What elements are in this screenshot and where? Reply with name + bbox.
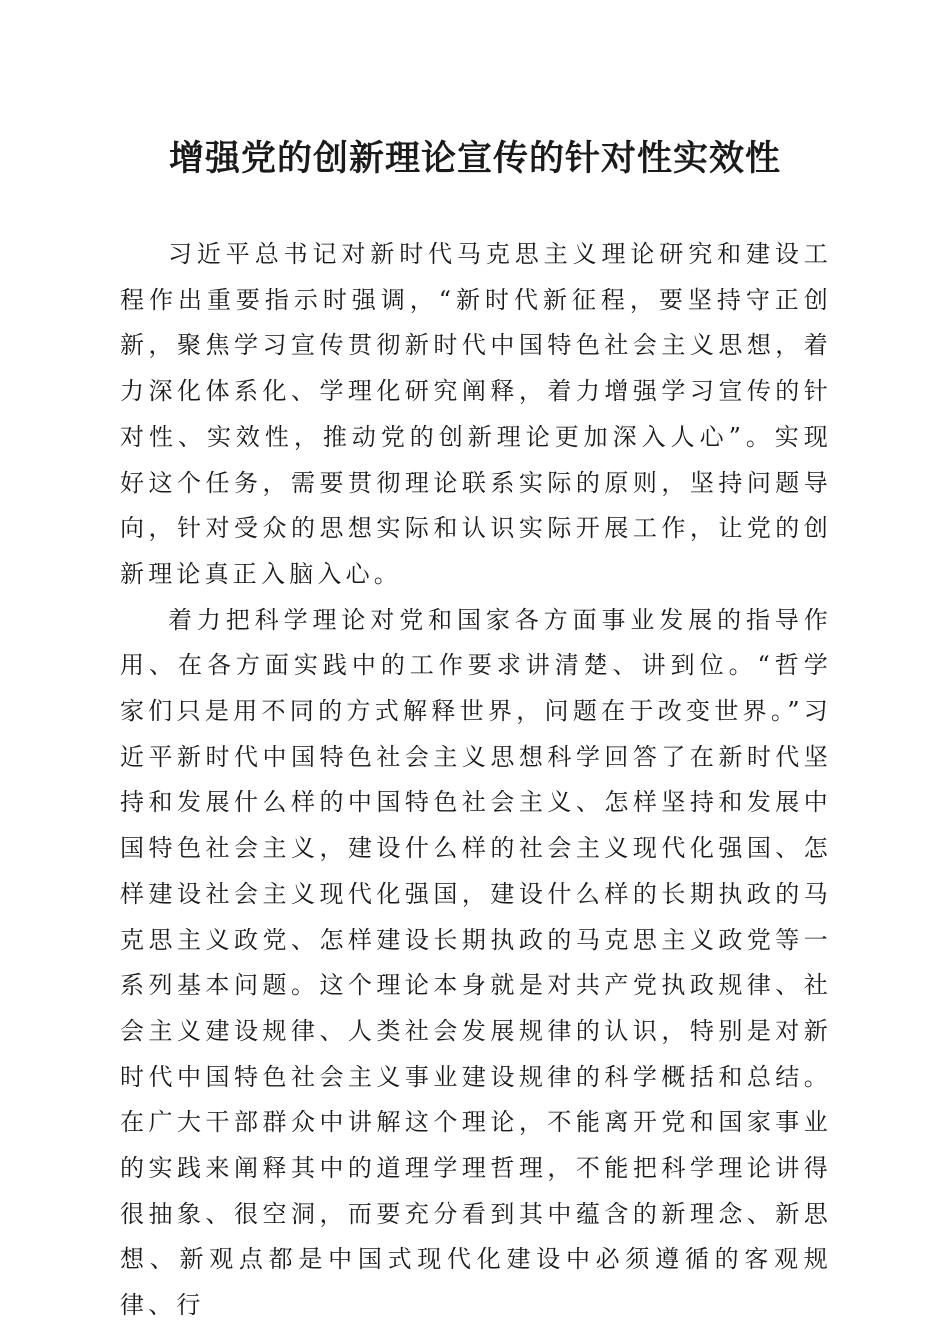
document-body: [120, 232, 832, 1329]
paragraph-2: 着力把科学理论对党和国家各方面事业发展的指导作用、在各方面实践中的工作要求讲清楚、讲到位。“哲学家们只是用不同的方式解释世界，问题在于改变世界。”习近平新时代中国特色社会主义思想科学回答了在新时代坚持和发展什么样的中国特色社会主义、怎样坚持和发展中国特色社会主义，建设什么样的社会主义现代化强国、怎样建设社会主义现代化强国，建设什么样的长期执政的马克思主义政党、怎样建设长期执政的马克思主义政党等一系列基本问题。这个理论本身就是对共产党执政规律、社会主义建设规律、人类社会发展规律的认识，特别是对新时代中国特色社会主义事业建设规律的科学概括和总结。在广大干部群众中讲解这个理论，不能离开党和国家事业的实践来阐释其中的道理学理哲理，不能把科学理论讲得很抽象、很空洞，而要充分看到其中蕴含的新理念、新思想、新观点都是中国式现代化建设中必须遵循的客观规律、行: [120, 605, 832, 1320]
document-title: 增强党的创新理论宣传的针对性实效性: [168, 138, 781, 179]
paragraph-1: 习近平总书记对新时代马克思主义理论研究和建设工程作出重要指示时强调，“新时代新征程，要坚持守正创新，聚焦学习宣传贯彻新时代中国特色社会主义思想，着力深化体系化、学理化研究阐释，着力增强学习宣传的针对性、实效性，推动党的创新理论更加深入人心”。实现好这个任务，需要贯彻理论联系实际的原则，坚持问题导向，针对受众的思想实际和认识实际开展工作，让党的创新理论真正入脑入心。: [120, 240, 832, 588]
